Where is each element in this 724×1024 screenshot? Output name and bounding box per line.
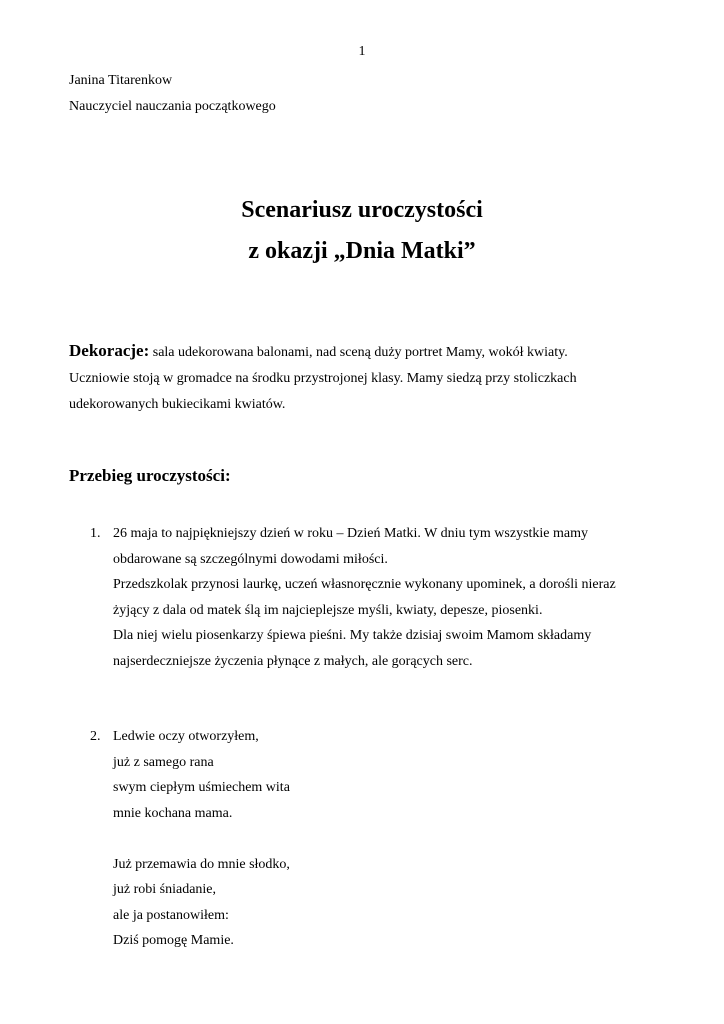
stanza-gap (113, 826, 670, 852)
paragraph-line: obdarowane są szczególnymi dowodami miłości. (113, 551, 388, 567)
decorations-paragraph (69, 338, 669, 418)
poem-line: Już przemawia do mnie słodko, (113, 856, 290, 872)
decorations-first-line: sala udekorowana balonami, nad sceną duży portret Mamy, wokół kwiaty. (149, 345, 568, 360)
page-number: 1 (358, 44, 366, 59)
decorations-line: udekorowanych bukiecikami kwiatów. (69, 397, 286, 412)
paragraph-line: Dla niej wielu piosenkarzy śpiewa pieśni. My także dzisiaj swoim Mamom składamy (113, 628, 592, 643)
paragraph-line: Przedszkolak przynosi laurkę, uczeń własnoręcznie wykonany upominek, a dorośli nieraz (113, 577, 616, 592)
list-item (90, 724, 670, 954)
author-name: Janina Titarenkow (69, 73, 173, 88)
paragraph-line: żyjący z dala od matek ślą im najcieplejsze myśli, kwiaty, depesze, piosenki. (113, 602, 543, 618)
poem-line: Dziś pomogę Mamie. (113, 933, 234, 948)
list-item (90, 521, 670, 674)
section-heading: Przebieg uroczystości: (69, 466, 231, 485)
author-role: Nauczyciel nauczania początkowego (69, 99, 276, 114)
list-item-body (113, 521, 670, 674)
list-item-number: 1. (90, 526, 101, 541)
paragraph-line: najserdeczniejsze życzenia płynące z małych, ale gorących serc. (113, 653, 473, 669)
author-block (69, 68, 276, 120)
poem-line: ale ja postanowiłem: (113, 907, 229, 923)
decorations-label: Dekoracje: (69, 341, 150, 360)
paragraph-line: 26 maja to najpiękniejszy dzień w roku – Dzień Matki. W dniu tym wszystkie mamy (113, 526, 589, 541)
document-title-line-2: z okazji „Dnia Matki” (248, 238, 476, 264)
poem (113, 724, 670, 954)
poem-line: swym ciepłym uśmiechem wita (113, 780, 290, 795)
poem-line: już robi śniadanie, (113, 882, 217, 897)
decorations-line: Uczniowie stoją w gromadce na środku przystrojonej klasy. Mamy siedzą przy stoliczkach (69, 371, 577, 386)
list-item-number: 2. (90, 729, 101, 744)
poem-line: już z samego rana (113, 754, 214, 770)
document-title-line-1: Scenariusz uroczystości (241, 197, 483, 223)
poem-line: Ledwie oczy otworzyłem, (113, 729, 259, 744)
poem-line: mnie kochana mama. (113, 805, 233, 821)
